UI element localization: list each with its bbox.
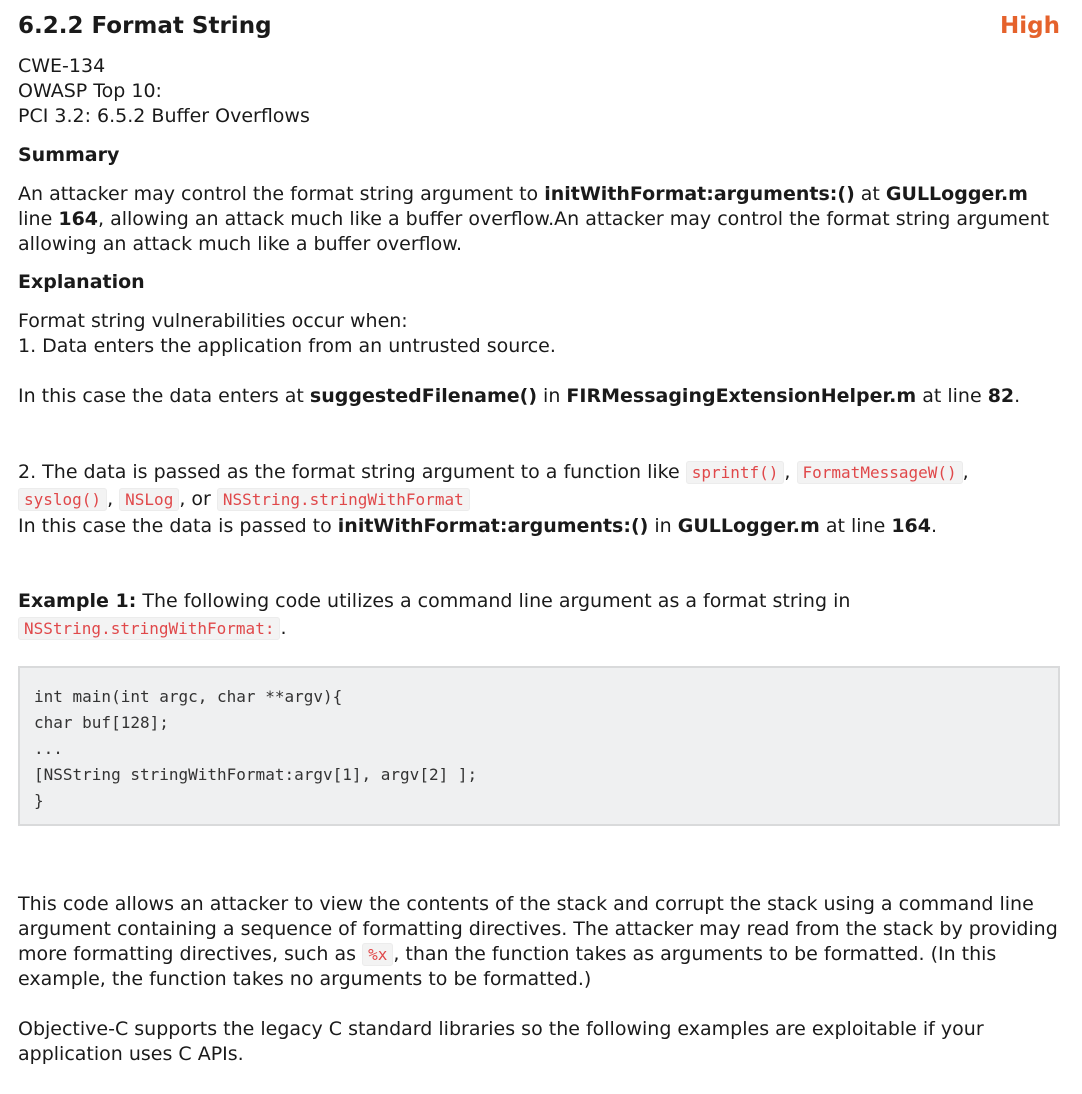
impact-paragraph: This code allows an attacker to view the contents of the stack and corrupt the stack using a command line argument containing a sequence of formatting directives. The attacker may read from the stack by providing more formatting directives, such as %x , than the function takes as arguments to be formatted. (In this example, the function takes no arguments to be formatted.)	[18, 893, 1058, 990]
explanation-intro: Format string vulnerabilities occur when: 1. Data enters the application from an untrusted source.	[18, 310, 556, 357]
code-line: }	[34, 791, 44, 810]
finding-page	[18, 12, 1060, 1067]
sink-location: In this case the data is passed to initWithFormat:arguments:() in GULLogger.m at line 164.	[18, 515, 938, 537]
severity-label: High	[1000, 13, 1060, 39]
owasp-ref: OWASP Top 10:	[18, 80, 162, 102]
code-nslog: NSLog	[119, 488, 179, 511]
sink-paragraph: 2. The data is passed as the format string argument to a function like sprintf() , FormatMessageW() , syslog() , NSLog , or NSString.stringWithFormat In this case the data is passed to initWithFormat:arguments:() in GULLogger.m at line 164.	[18, 459, 1060, 540]
code-percent-x: %x	[362, 943, 393, 966]
classification-list	[18, 54, 1060, 129]
code-line: [NSString stringWithFormat:argv[1], argv[2] ];	[34, 765, 478, 784]
data-source-paragraph: In this case the data enters at suggestedFilename() in FIRMessagingExtensionHelper.m at line 82.	[18, 385, 1021, 407]
finding-header	[18, 12, 1060, 46]
cwe-id: CWE-134	[18, 55, 106, 77]
example-paragraph: Example 1: The following code utilizes a command line argument as a format string in NSString.stringWithFormat: .	[18, 590, 851, 639]
finding-title: 6.2.2 Format String	[18, 13, 272, 39]
objc-paragraph: Objective-C supports the legacy C standard libraries so the following examples are exploitable if your application uses C APIs.	[18, 1018, 984, 1065]
code-sprintf: sprintf()	[686, 461, 785, 484]
code-syslog: syslog()	[18, 488, 107, 511]
code-line: char buf[128];	[34, 713, 169, 732]
code-formatmessagew: FormatMessageW()	[797, 461, 963, 484]
summary-text: An attacker may control the format string argument to initWithFormat:arguments:() at GULLogger.m line 164, allowing an attack much like a buffer overflow.An attacker may control the format string argument allowing an attack much like a buffer overflow.	[18, 183, 1050, 255]
code-example-block	[18, 666, 1060, 826]
explanation-heading: Explanation	[18, 271, 145, 293]
code-line: int main(int argc, char **argv){	[34, 687, 343, 706]
code-stringwithformat: NSString.stringWithFormat	[217, 488, 470, 511]
summary-heading: Summary	[18, 144, 120, 166]
code-line: ...	[34, 739, 63, 758]
code-nsstring-format: NSString.stringWithFormat:	[18, 617, 280, 640]
pci-ref: PCI 3.2: 6.5.2 Buffer Overflows	[18, 105, 310, 127]
